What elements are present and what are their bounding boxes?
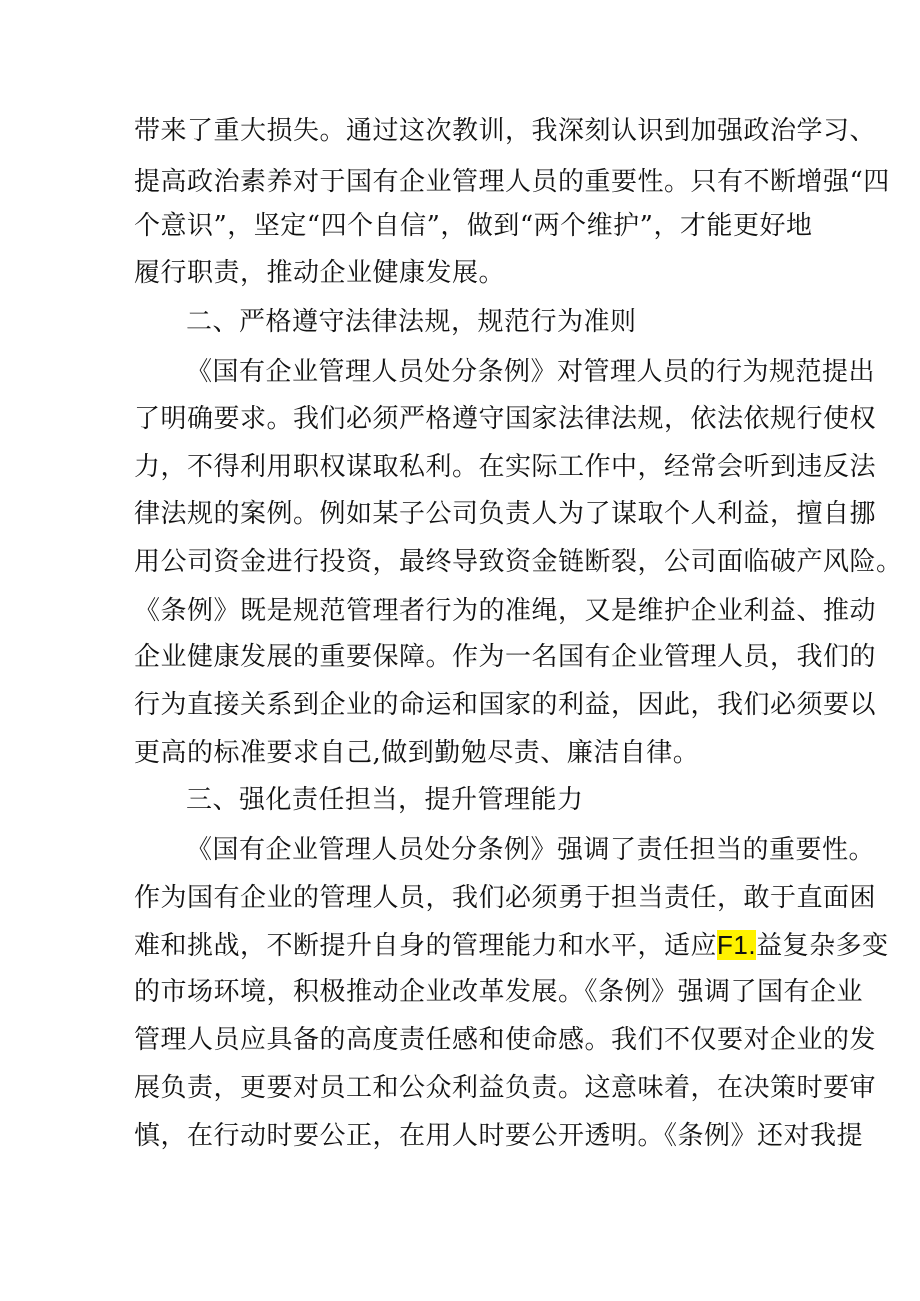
body-line: 更高的标准要求自己,做到勤勉尽责、廉洁自律。 (134, 738, 700, 768)
section-heading: 三、强化责任担当，提升管理能力 (186, 785, 584, 815)
highlighted-text: F1. (717, 930, 757, 960)
body-line-text: 难和挑战，不断提升自身的管理能力和水平，适应 (134, 931, 718, 961)
body-line: 带来了重大损失。通过这次教训，我深刻认识到加强政治学习、 (134, 116, 877, 146)
body-line: 作为国有企业的管理人员，我们必须勇于担当责任，敢于直面困 (134, 883, 877, 913)
body-line: 力，不得利用职权谋取私利。在实际工作中，经常会听到违反法 (134, 452, 877, 482)
body-line: 慎，在行动时要公正，在用人时要公开透明。《条例》还对我提 (134, 1121, 864, 1151)
body-line: 提高政治素养对于国有企业管理人员的重要性。只有不断增强“四 (134, 167, 890, 197)
body-line: 了明确要求。我们必须严格遵守国家法律法规，依法依规行使权 (134, 404, 877, 434)
body-line: 行为直接关系到企业的命运和国家的利益，因此，我们必须要以 (134, 690, 877, 720)
body-line-tail: 益复杂多变 (756, 931, 889, 961)
body-line (134, 930, 889, 961)
body-line: 的市场环境，积极推动企业改革发展。《条例》强调了国有企业 (134, 977, 864, 1007)
body-line: 企业健康发展的重要保障。作为一名国有企业管理人员，我们的 (134, 642, 877, 672)
paragraph-start-line: 《国有企业管理人员处分条例》对管理人员的行为规范提出 (186, 357, 876, 387)
body-line: 用公司资金进行投资，最终导致资金链断裂，公司面临破产风险。 (134, 547, 903, 577)
body-line: 律法规的案例。例如某子公司负责人为了谋取个人利益，擅自挪 (134, 499, 877, 529)
section-heading: 二、严格遵守法律法规，规范行为准则 (186, 307, 637, 337)
body-line: 《条例》既是规范管理者行为的准绳，又是维护企业利益、推动 (134, 596, 877, 626)
body-line: 展负责，更要对员工和公众利益负责。这意味着，在决策时要审 (134, 1073, 877, 1103)
body-line: 个意识”，坚定“四个自信”，做到“两个维护”，才能更好地 (134, 211, 813, 241)
body-line: 管理人员应具备的高度责任感和使命感。我们不仅要对企业的发 (134, 1025, 877, 1055)
paragraph-start-line: 《国有企业管理人员处分条例》强调了责任担当的重要性。 (186, 835, 876, 865)
body-line: 履行职责，推动企业健康发展。 (134, 258, 506, 288)
